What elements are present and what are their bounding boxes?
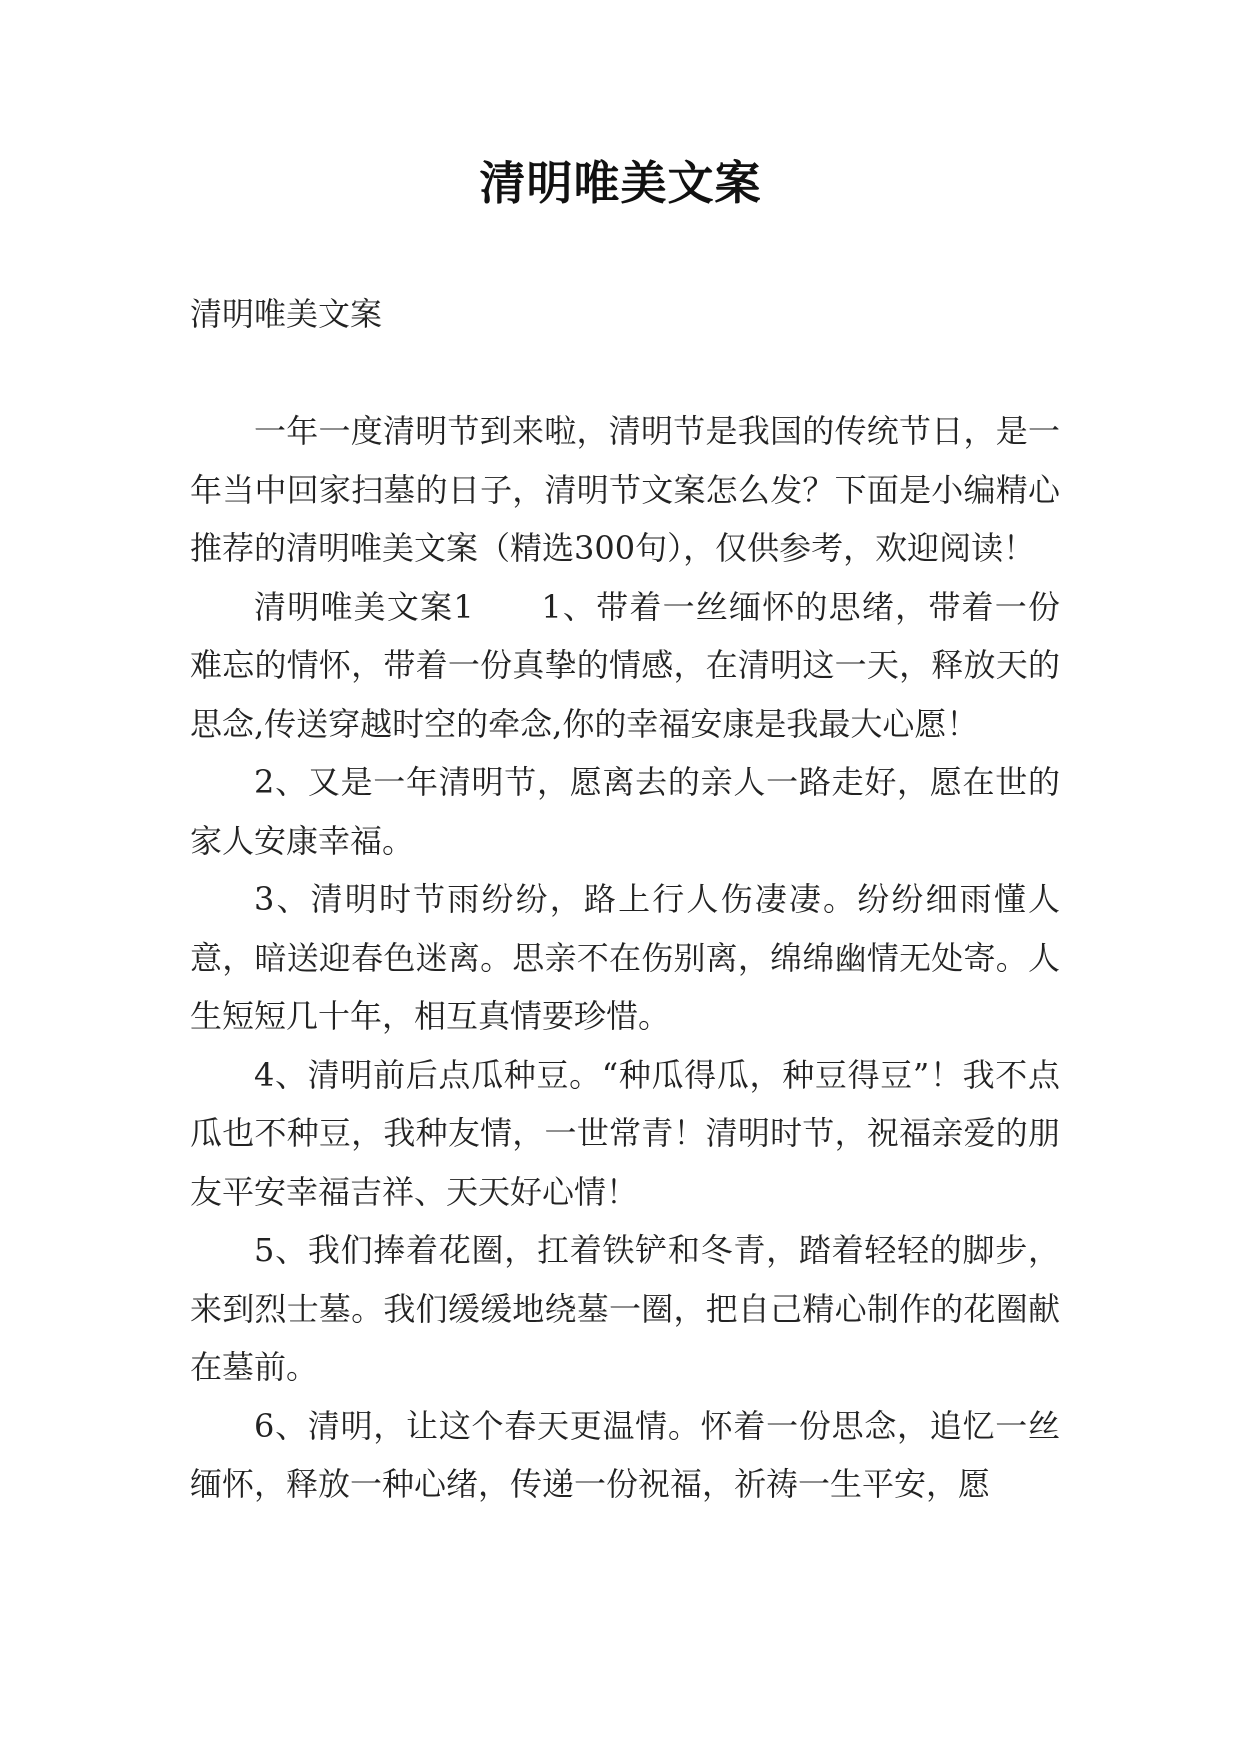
paragraph-item-4: 4、清明前后点瓜种豆。“种瓜得瓜，种豆得豆”！我不点瓜也不种豆，我种友情，一世常青！清明时节，祝福亲爱的朋友平安幸福吉祥、天天好心情！ [190, 1055, 1060, 1211]
document-body [190, 402, 1060, 1514]
paragraph-item-5: 5、我们捧着花圈，扛着铁铲和冬青，踏着轻轻的脚步，来到烈士墓。我们缓缓地绕墓一圈，把自己精心制作的花圈献在墓前。 [190, 1231, 1060, 1386]
paragraph-item-3: 3、清明时节雨纷纷，路上行人伤凄凄。纷纷细雨懂人意，暗送迎春色迷离。思亲不在伤别离，绵绵幽情无处寄。人生短短几十年，相互真情要珍惜。 [190, 880, 1060, 1035]
paragraph-item-6: 6、清明，让这个春天更温情。怀着一份思念，追忆一丝缅怀，释放一种心绪，传递一份祝福，祈祷一生平安，愿 [190, 1406, 1060, 1503]
paragraph-intro: 一年一度清明节到来啦，清明节是我国的传统节日，是一年当中回家扫墓的日子，清明节文案怎么发？下面是小编精心推荐的清明唯美文案（精选300句），仅供参考，欢迎阅读！ [190, 412, 1060, 567]
document-subtitle: 清明唯美文案 [190, 295, 383, 333]
paragraph-item-1: 清明唯美文案1 1、带着一丝缅怀的思绪，带着一份难忘的情怀，带着一份真挚的情感，在清明这一天，释放天的思念,传送穿越时空的牵念,你的幸福安康是我最大心愿！ [190, 587, 1060, 743]
paragraph-item-2: 2、又是一年清明节，愿离去的亲人一路走好，愿在世的家人安康幸福。 [190, 763, 1060, 860]
page-title: 清明唯美文案 [479, 156, 762, 210]
